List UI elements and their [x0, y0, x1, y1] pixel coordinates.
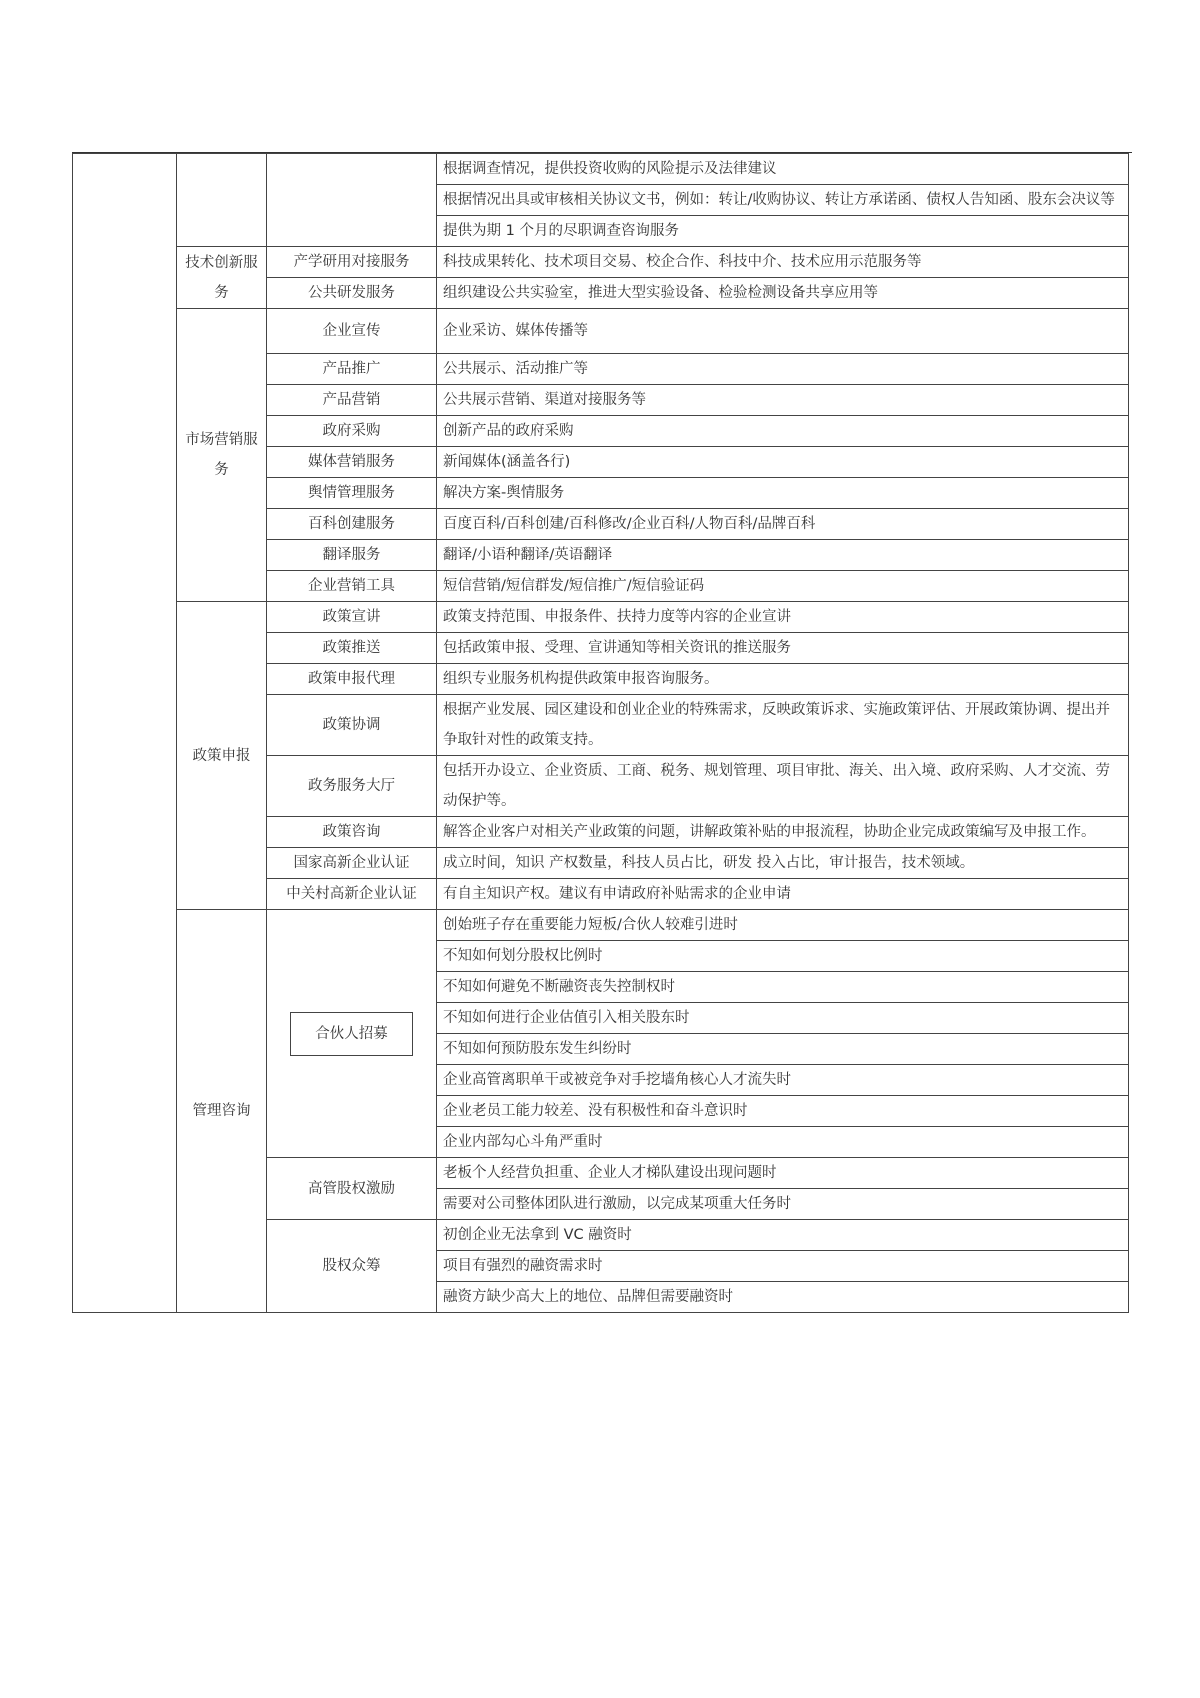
service-name-cell: 翻译服务: [267, 540, 437, 571]
service-name-cell: 产品营销: [267, 385, 437, 416]
desc-cell: 老板个人经营负担重、企业人才梯队建设出现问题时: [437, 1158, 1129, 1189]
desc-cell: 成立时间，知识 产权数量，科技人员占比，研发 投入占比，审计报告，技术领域。: [437, 848, 1129, 879]
desc-cell: 有自主知识产权。建议有申请政府补贴需求的企业申请: [437, 879, 1129, 910]
desc-cell: 解答企业客户对相关产业政策的问题，讲解政策补贴的申报流程，协助企业完成政策编写及申报工作。: [437, 817, 1129, 848]
service-name-cell: 政策协调: [267, 695, 437, 756]
desc-cell: 不知如何划分股权比例时: [437, 941, 1129, 972]
desc-cell: 根据情况出具或审核相关协议文书，例如：转让/收购协议、转让方承诺函、债权人告知函、股东会决议等: [437, 185, 1129, 216]
desc-cell: 翻译/小语种翻译/英语翻译: [437, 540, 1129, 571]
desc-cell: 企业内部勾心斗角严重时: [437, 1127, 1129, 1158]
service-name-cell: 政务服务大厅: [267, 756, 437, 817]
desc-cell: 初创企业无法拿到 VC 融资时: [437, 1220, 1129, 1251]
service-name-cell: 国家高新企业认证: [267, 848, 437, 879]
desc-cell: 解决方案-舆情服务: [437, 478, 1129, 509]
service-name-cell: 公共研发服务: [267, 278, 437, 309]
service-name-cell: 百科创建服务: [267, 509, 437, 540]
desc-cell: 组织建设公共实验室，推进大型实验设备、检验检测设备共享应用等: [437, 278, 1129, 309]
desc-cell: 百度百科/百科创建/百科修改/企业百科/人物百科/品牌百科: [437, 509, 1129, 540]
desc-cell: 政策支持范围、申报条件、扶持力度等内容的企业宣讲: [437, 602, 1129, 633]
table-row: [73, 247, 1129, 278]
desc-cell: 根据调查情况，提供投资收购的风险提示及法律建议: [437, 154, 1129, 185]
desc-cell: 不知如何预防股东发生纠纷时: [437, 1034, 1129, 1065]
desc-cell: 科技成果转化、技术项目交易、校企合作、科技中介、技术应用示范服务等: [437, 247, 1129, 278]
desc-cell: 融资方缺少高大上的地位、品牌但需要融资时: [437, 1282, 1129, 1313]
service-name-cell: 产品推广: [267, 354, 437, 385]
desc-cell: 包括开办设立、企业资质、工商、税务、规划管理、项目审批、海关、出入境、政府采购、人才交流、劳动保护等。: [437, 756, 1129, 817]
desc-cell: 公共展示、活动推广等: [437, 354, 1129, 385]
service-name-cell: 企业宣传: [267, 309, 437, 354]
desc-cell: 需要对公司整体团队进行激励，以完成某项重大任务时: [437, 1189, 1129, 1220]
table-row: [73, 154, 1129, 185]
category-cell: 管理咨询: [177, 910, 267, 1313]
table-row: [73, 602, 1129, 633]
desc-cell: 项目有强烈的融资需求时: [437, 1251, 1129, 1282]
table-row: [73, 910, 1129, 941]
service-name-cell: 企业营销工具: [267, 571, 437, 602]
desc-cell: 不知如何避免不断融资丧失控制权时: [437, 972, 1129, 1003]
desc-cell: 新闻媒体(涵盖各行): [437, 447, 1129, 478]
desc-cell: 不知如何进行企业估值引入相关股东时: [437, 1003, 1129, 1034]
category-cell: 技术创新服务: [177, 247, 267, 309]
service-name-cell: 产学研用对接服务: [267, 247, 437, 278]
desc-cell: 短信营销/短信群发/短信推广/短信验证码: [437, 571, 1129, 602]
service-name-cell: 高管股权激励: [267, 1158, 437, 1220]
service-name-cell: 政策申报代理: [267, 664, 437, 695]
service-name-cell: 政府采购: [267, 416, 437, 447]
category-cell: 政策申报: [177, 602, 267, 910]
service-name-cell: 政策推送: [267, 633, 437, 664]
table-row: [73, 309, 1129, 354]
service-name-cell: 中关村高新企业认证: [267, 879, 437, 910]
category-cell: 市场营销服务: [177, 309, 267, 602]
desc-cell: 公共展示营销、渠道对接服务等: [437, 385, 1129, 416]
desc-cell: 企业老员工能力较差、没有积极性和奋斗意识时: [437, 1096, 1129, 1127]
cell-empty: [267, 154, 437, 247]
desc-cell: 企业高管离职单干或被竞争对手挖墙角核心人才流失时: [437, 1065, 1129, 1096]
service-name-cell: 政策咨询: [267, 817, 437, 848]
desc-cell: 组织专业服务机构提供政策申报咨询服务。: [437, 664, 1129, 695]
partner-recruit-label: 合伙人招募: [290, 1012, 413, 1056]
desc-cell: 创始班子存在重要能力短板/合伙人较难引进时: [437, 910, 1129, 941]
desc-cell: 提供为期 1 个月的尽职调查咨询服务: [437, 216, 1129, 247]
service-name-cell: 政策宣讲: [267, 602, 437, 633]
cell-empty: [177, 154, 267, 247]
service-name-cell: 舆情管理服务: [267, 478, 437, 509]
service-name-cell: 股权众筹: [267, 1220, 437, 1313]
service-name-cell: 媒体营销服务: [267, 447, 437, 478]
desc-cell: 创新产品的政府采购: [437, 416, 1129, 447]
desc-cell: 企业采访、媒体传播等: [437, 309, 1129, 354]
service-table: [72, 153, 1129, 1313]
outer-column: [73, 154, 177, 1313]
desc-cell: 根据产业发展、园区建设和创业企业的特殊需求，反映政策诉求、实施政策评估、开展政策协调、提出并争取针对性的政策支持。: [437, 695, 1129, 756]
service-name-cell: [267, 910, 437, 1158]
desc-cell: 包括政策申报、受理、宣讲通知等相关资讯的推送服务: [437, 633, 1129, 664]
